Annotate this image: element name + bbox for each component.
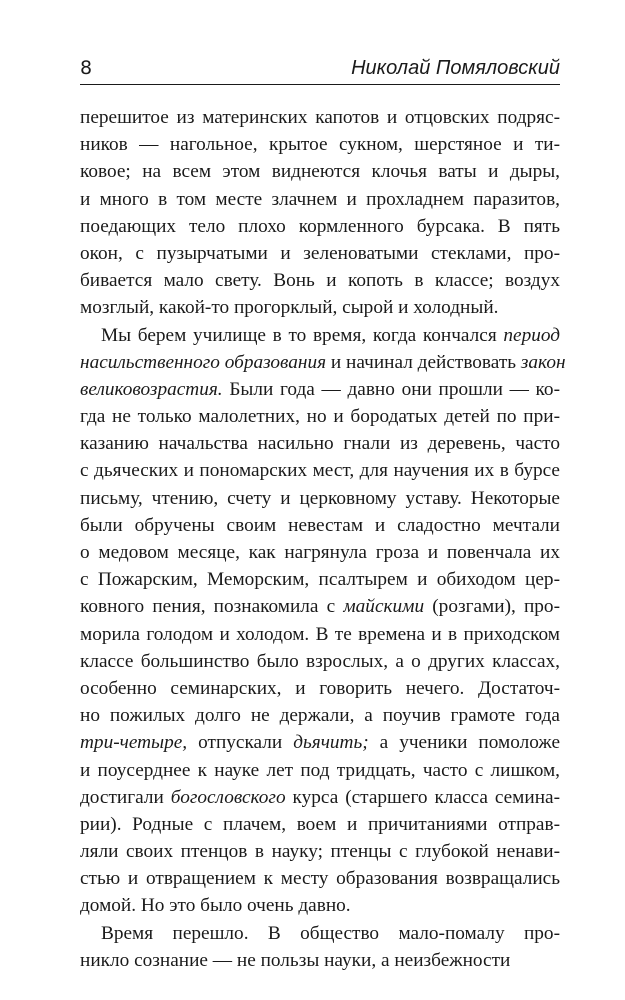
text-line <box>80 430 560 457</box>
text-run: а ученики помоложе <box>368 732 560 754</box>
text-run: отпускали <box>187 732 294 754</box>
text-run: казанию начальства насильно гнали из деревень, часто <box>80 433 560 455</box>
text-run: поедающих тело плохо кормленного бурсака. В пять <box>80 215 560 237</box>
text-line <box>80 539 560 566</box>
text-run: морила голодом и холодом. В те времена и в приходском <box>80 623 560 645</box>
text-run: и начинал действовать <box>326 351 521 373</box>
text-line <box>80 158 560 185</box>
text-line <box>80 702 560 729</box>
text-line <box>80 294 560 321</box>
italic-term: великовозрастия. <box>80 378 223 400</box>
text-run: и много в том месте злачнем и прохладнем паразитов, <box>80 188 560 210</box>
text-run: никло сознание — не пользы науки, а неизбежности <box>80 949 511 971</box>
text-run: с Пожарским, Меморским, псалтырем и обиходом цер- <box>80 569 560 591</box>
paragraph <box>80 322 566 920</box>
text-run: ников — нагольное, крытое сукном, шерстяное и ти- <box>80 134 560 156</box>
text-line <box>80 376 560 403</box>
text-line <box>80 648 560 675</box>
text-run: окон, с пузырчатыми и зеленоватыми стеклами, про- <box>80 242 560 264</box>
text-line <box>80 240 560 267</box>
text-line <box>80 838 560 865</box>
text-run: письму, чтению, счету и церковному уставу. Некоторые <box>80 487 560 509</box>
italic-term: период <box>503 324 560 346</box>
text-run: но пожилых долго не держали, а поучив грамоте года <box>80 705 560 727</box>
italic-term: богословского <box>170 786 286 808</box>
running-head-author: Николай Помяловский <box>351 57 560 79</box>
text-line <box>80 947 560 974</box>
text-run: (розгами), про- <box>424 596 560 618</box>
italic-term: майскими <box>343 596 425 618</box>
text-line <box>80 485 560 512</box>
text-line <box>80 593 560 620</box>
text-run: мозглый, какой-то прогорклый, сырой и холодный. <box>80 297 499 319</box>
page-number: 8 <box>80 57 93 79</box>
text-line <box>80 757 560 784</box>
text-line <box>80 403 560 430</box>
text-line <box>80 811 560 838</box>
text-line <box>80 892 560 919</box>
paragraph <box>80 104 560 322</box>
text-line <box>80 621 560 648</box>
text-line <box>80 512 560 539</box>
text-line <box>80 322 560 349</box>
text-line <box>80 865 560 892</box>
text-line <box>80 104 560 131</box>
text-run: классе большинство было взрослых, а о других классах, <box>80 650 560 672</box>
paragraph <box>80 920 560 974</box>
italic-term: дьячить; <box>293 732 369 754</box>
text-run: домой. Но это было очень давно. <box>80 895 351 917</box>
text-run: Мы берем училище в то время, когда кончался <box>101 324 504 346</box>
italic-term: насильственного образования <box>80 351 327 373</box>
text-line <box>80 675 560 702</box>
text-line <box>80 267 560 294</box>
text-line <box>80 186 560 213</box>
text-line <box>80 457 560 484</box>
italic-term: три-четыре, <box>80 732 188 754</box>
text-line <box>80 213 560 240</box>
text-run: ковного пения, познакомила с <box>80 596 344 618</box>
text-run: гда не только малолетних, но и бородатых детей по при- <box>80 406 560 428</box>
header-rule <box>80 84 560 85</box>
text-run: были обручены своим невестам и сладостно мечтали <box>80 514 560 536</box>
text-line <box>80 729 560 756</box>
text-run: Были года — давно они прошли — ко- <box>222 378 560 400</box>
text-run: и поусерднее к науке лет под тридцать, часто с лишком, <box>80 759 560 781</box>
text-line <box>80 349 566 376</box>
italic-term: закон <box>520 351 566 373</box>
text-run: с дьяческих и пономарских мест, для научения их в бурсе <box>80 460 560 482</box>
text-run: стью и отвращением к месту образования возвращались <box>80 868 560 890</box>
text-run: курса (старшего класса семина- <box>285 786 560 808</box>
text-run: бивается мало свету. Вонь и копоть в классе; воздух <box>80 270 560 292</box>
text-line <box>80 566 560 593</box>
text-run: ляли своих птенцов в науку; птенцы с глубокой ненави- <box>80 841 560 863</box>
body-text <box>80 104 566 974</box>
text-run: о медовом месяце, как нагрянула гроза и повенчала их <box>80 542 560 563</box>
text-run: ковое; на всем этом виднеются клочья ваты и дыры, <box>80 161 560 183</box>
text-line <box>80 920 560 947</box>
running-head <box>80 52 560 82</box>
text-run: перешитое из материнских капотов и отцовских подряс- <box>80 107 560 128</box>
text-line <box>80 784 560 811</box>
text-run: рии). Родные с плачем, воем и причитаниями отправ- <box>80 813 560 835</box>
text-run: Время перешло. В общество мало-помалу про- <box>101 922 560 944</box>
text-line <box>80 131 560 158</box>
text-run: достигали <box>80 786 171 808</box>
text-run: особенно семинарских, и говорить нечего. Достаточ- <box>80 677 560 699</box>
